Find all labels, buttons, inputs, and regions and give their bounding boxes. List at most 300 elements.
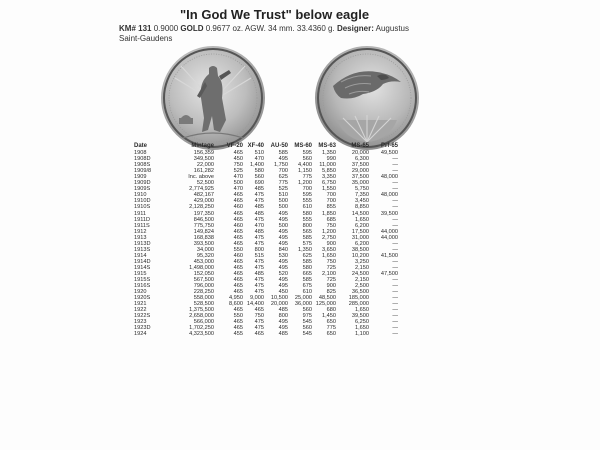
cell-vf20: 465: [233, 307, 243, 314]
cell-xf40: 470: [254, 222, 264, 229]
cell-ms63: 1,550: [322, 186, 336, 193]
cell-xf40: 475: [254, 283, 264, 290]
cell-xf40: 475: [254, 264, 264, 271]
cell-ms60: 1,350: [298, 246, 312, 253]
cell-vf20: 465: [233, 325, 243, 332]
cell-ms65: 1,100: [355, 331, 369, 338]
cell-ms60: 700: [302, 186, 312, 193]
cell-ms60: 25,000: [294, 295, 312, 302]
cell-xf40: 580: [254, 168, 264, 175]
cell-ms60: 585: [302, 234, 312, 241]
cell-ms60: 975: [302, 313, 312, 320]
cell-mintage: 349,500: [193, 156, 214, 163]
cell-ms65: 6,300: [355, 156, 369, 163]
cell-ms63: 750: [326, 258, 336, 265]
cell-prf65: —: [392, 307, 398, 314]
cell-vf20: 465: [233, 270, 243, 277]
cell-prf65: —: [392, 168, 398, 175]
cell-date: 1911: [134, 210, 147, 217]
cell-mintage: 95,320: [196, 252, 214, 259]
cell-date: 1923D: [134, 325, 151, 332]
cell-mintage: 1,702,250: [189, 325, 214, 332]
cell-au50: 625: [278, 174, 288, 181]
standing-liberty-coin-icon: [161, 46, 265, 150]
cell-ms60: 555: [302, 216, 312, 223]
cell-mintage: 393,500: [193, 240, 214, 247]
cell-au50: 10,500: [270, 295, 288, 302]
cell-date: 1908S: [134, 162, 151, 169]
cell-mintage: 52,500: [196, 180, 214, 187]
cell-xf40: 475: [254, 240, 264, 247]
cell-mintage: 156,359: [193, 150, 214, 157]
cell-xf40: 800: [254, 246, 264, 253]
cell-vf20: 465: [233, 228, 243, 235]
cell-xf40: 475: [254, 277, 264, 284]
cell-ms63: 11,000: [319, 162, 336, 169]
cell-mintage: 1,498,000: [189, 264, 214, 271]
cell-ms60: 560: [302, 307, 312, 314]
cell-xf40: 485: [254, 186, 264, 193]
cell-ms60: 675: [302, 283, 312, 290]
cell-prf65: —: [392, 162, 398, 169]
cell-xf40: 485: [254, 270, 264, 277]
cell-prf65: —: [392, 204, 398, 211]
flying-eagle-coin-icon: [315, 46, 419, 150]
cell-prf65: —: [392, 198, 398, 205]
cell-xf40: 475: [254, 319, 264, 326]
cell-ms65: 20,000: [351, 150, 369, 157]
cell-mintage: 482,167: [193, 192, 214, 199]
cell-ms65: 31,000: [351, 234, 369, 241]
cell-date: 1909S: [134, 186, 151, 193]
cell-date: 1909: [134, 174, 147, 181]
col-au50: AU-50: [270, 143, 288, 149]
cell-ms60: 665: [302, 270, 312, 277]
cell-mintage: 846,500: [193, 216, 214, 223]
cell-ms65: 185,000: [348, 295, 369, 302]
cell-ms63: 125,000: [315, 301, 336, 308]
cell-xf40: 475: [254, 234, 264, 241]
coin-description: [119, 24, 419, 44]
cell-au50: 495: [278, 277, 288, 284]
cell-vf20: 450: [233, 156, 243, 163]
cell-ms63: 1,850: [322, 210, 336, 217]
cell-xf40: 485: [254, 204, 264, 211]
cell-ms63: 900: [326, 283, 336, 290]
cell-ms63: 900: [326, 240, 336, 247]
col-date: Date: [134, 143, 148, 149]
cell-au50: 510: [278, 192, 288, 199]
cell-ms63: 685: [326, 216, 336, 223]
cell-ms63: 700: [326, 198, 336, 205]
cell-date: 1924: [134, 331, 147, 338]
cell-date: 1915: [134, 270, 147, 277]
cell-vf20: 465: [233, 283, 243, 290]
table-row: [134, 331, 398, 337]
cell-au50: 495: [278, 228, 288, 235]
cell-prf65: 48,000: [380, 174, 398, 181]
cell-xf40: 690: [254, 180, 264, 187]
cell-ms63: 750: [326, 222, 336, 229]
cell-vf20: 465: [233, 319, 243, 326]
cell-prf65: —: [392, 325, 398, 332]
cell-ms60: 575: [302, 240, 312, 247]
cell-ms60: 595: [302, 192, 312, 199]
cell-xf40: 485: [254, 228, 264, 235]
cell-prf65: —: [392, 186, 398, 193]
cell-prf65: —: [392, 264, 398, 271]
cell-ms65: 285,000: [348, 301, 369, 308]
cell-ms63: 1,200: [322, 228, 336, 235]
cell-xf40: 475: [254, 216, 264, 223]
cell-ms65: 38,500: [351, 246, 369, 253]
cell-ms65: 6,200: [355, 222, 369, 229]
cell-au50: 495: [278, 258, 288, 265]
cell-prf65: —: [392, 283, 398, 290]
cell-prf65: —: [392, 319, 398, 326]
cell-vf20: 465: [233, 264, 243, 271]
cell-au50: 500: [278, 204, 288, 211]
cell-ms60: 610: [302, 289, 312, 296]
cell-vf20: 465: [233, 240, 243, 247]
cell-vf20: 465: [233, 234, 243, 241]
cell-ms60: 775: [302, 174, 312, 181]
cell-prf65: 44,000: [380, 234, 398, 241]
cell-date: 1908: [134, 150, 147, 157]
cell-xf40: 485: [254, 210, 264, 217]
cell-vf20: 465: [233, 210, 243, 217]
cell-prf65: —: [392, 216, 398, 223]
page-title: "In God We Trust" below eagle: [180, 7, 370, 22]
cell-date: 1922S: [134, 313, 151, 320]
cell-ms63: 775: [326, 325, 336, 332]
col-ms60: MS-60: [294, 143, 312, 149]
cell-ms63: 1,450: [322, 313, 336, 320]
cell-ms65: 3,250: [355, 258, 369, 265]
cell-date: 1910D: [134, 198, 151, 205]
cell-mintage: 558,000: [193, 295, 214, 302]
cell-ms65: 1,650: [355, 216, 369, 223]
cell-mintage: 453,000: [193, 258, 214, 265]
cell-ms65: 37,500: [351, 162, 369, 169]
cell-date: 1910: [134, 192, 147, 199]
cell-mintage: 567,500: [193, 277, 214, 284]
cell-prf65: —: [392, 301, 398, 308]
cell-xf40: 560: [254, 174, 264, 181]
cell-xf40: 475: [254, 192, 264, 199]
mintage-price-table: [134, 143, 398, 338]
cell-ms60: 1,200: [298, 180, 312, 187]
cell-au50: 525: [278, 186, 288, 193]
table-body: [134, 150, 398, 337]
cell-ms65: 3,450: [355, 198, 369, 205]
cell-mintage: 4,323,500: [189, 331, 214, 338]
coin-specs: 0.9677 oz. AGW. 34 mm. 33.4360 g.: [205, 24, 335, 33]
cell-ms63: 825: [326, 289, 336, 296]
cell-date: 1909/8: [134, 168, 152, 175]
cell-ms63: 3,350: [322, 174, 336, 181]
cell-prf65: 41,500: [380, 252, 398, 259]
cell-xf40: 510: [254, 150, 264, 157]
cell-prf65: 49,500: [380, 150, 398, 157]
cell-date: 1913: [134, 234, 147, 241]
cell-prf65: —: [392, 295, 398, 302]
cell-prf65: 48,000: [380, 192, 398, 199]
cell-mintage: 161,282: [193, 168, 214, 175]
cell-ms63: 725: [326, 264, 336, 271]
cell-date: 1909D: [134, 180, 151, 187]
col-mintage: Mintage: [191, 143, 214, 149]
catalog-ref: KM# 131: [119, 24, 152, 33]
cell-ms60: 585: [302, 258, 312, 265]
cell-prf65: —: [392, 289, 398, 296]
cell-xf40: 9,000: [250, 295, 264, 302]
cell-xf40: 515: [254, 252, 264, 259]
obverse-coin-drawing: [161, 46, 265, 150]
cell-au50: 700: [278, 168, 288, 175]
cell-prf65: 39,500: [380, 210, 398, 217]
cell-ms60: 555: [302, 198, 312, 205]
cell-date: 1911S: [134, 222, 150, 229]
cell-mintage: 228,250: [193, 289, 214, 296]
cell-vf20: 470: [233, 174, 243, 181]
cell-ms63: 680: [326, 307, 336, 314]
cell-au50: 495: [278, 210, 288, 217]
col-xf40: XF-40: [247, 143, 264, 149]
cell-prf65: —: [392, 246, 398, 253]
cell-au50: 495: [278, 264, 288, 271]
cell-date: 1923: [134, 319, 147, 326]
cell-vf20: 460: [233, 252, 243, 259]
cell-xf40: 475: [254, 289, 264, 296]
designer-name: Augustus Saint-Gaudens: [119, 24, 409, 43]
cell-date: 1913D: [134, 240, 151, 247]
cell-au50: 520: [278, 270, 288, 277]
reverse-coin-drawing: [315, 46, 419, 150]
cell-vf20: 465: [233, 216, 243, 223]
cell-ms60: 580: [302, 210, 312, 217]
cell-date: 1914: [134, 252, 147, 259]
cell-vf20: 465: [233, 192, 243, 199]
cell-ms65: 39,500: [351, 313, 369, 320]
col-ms65: MS-65: [351, 143, 369, 149]
cell-ms63: 725: [326, 277, 336, 284]
cell-au50: 775: [278, 180, 288, 187]
cell-ms63: 5,850: [322, 168, 336, 175]
cell-vf20: 4,950: [229, 295, 243, 302]
cell-mintage: 149,824: [193, 228, 214, 235]
cell-mintage: 22,000: [196, 162, 214, 169]
cell-vf20: 460: [233, 222, 243, 229]
cell-ms65: 7,350: [355, 192, 369, 199]
cell-vf20: 500: [233, 180, 243, 187]
col-ms63: MS-63: [318, 143, 336, 149]
cell-ms65: 29,000: [351, 168, 369, 175]
cell-vf20: 465: [233, 150, 243, 157]
fineness: 0.9000: [153, 24, 179, 33]
cell-prf65: —: [392, 240, 398, 247]
cell-prf65: —: [392, 156, 398, 163]
cell-ms63: 700: [326, 192, 336, 199]
cell-xf40: 750: [254, 313, 264, 320]
cell-mintage: 2,774,925: [189, 186, 214, 193]
cell-vf20: 460: [233, 204, 243, 211]
cell-xf40: 14,400: [246, 301, 264, 308]
table-header-row: [134, 143, 398, 150]
cell-xf40: 465: [254, 307, 264, 314]
cell-au50: 1,750: [274, 162, 288, 169]
cell-xf40: 475: [254, 325, 264, 332]
cell-ms60: 800: [302, 222, 312, 229]
cell-au50: 485: [278, 331, 288, 338]
cell-xf40: 470: [254, 156, 264, 163]
cell-ms63: 2,750: [322, 234, 336, 241]
cell-mintage: Inc. above: [188, 174, 214, 181]
cell-date: 1915S: [134, 277, 151, 284]
cell-mintage: 152,050: [193, 270, 214, 277]
cell-au50: 585: [278, 150, 288, 157]
cell-date: 1910S: [134, 204, 151, 211]
cell-ms60: 580: [302, 264, 312, 271]
cell-ms63: 855: [326, 204, 336, 211]
cell-au50: 495: [278, 240, 288, 247]
cell-mintage: 197,350: [193, 210, 214, 217]
cell-ms60: 585: [302, 277, 312, 284]
cell-mintage: 2,128,250: [189, 204, 214, 211]
cell-au50: 500: [278, 198, 288, 205]
cell-vf20: 465: [233, 277, 243, 284]
cell-ms60: 4,400: [298, 162, 312, 169]
cell-ms63: 3,650: [322, 246, 336, 253]
cell-xf40: 475: [254, 258, 264, 265]
cell-ms63: 2,100: [322, 270, 336, 277]
cell-ms60: 610: [302, 204, 312, 211]
cell-prf65: —: [392, 222, 398, 229]
cell-prf65: —: [392, 331, 398, 338]
cell-mintage: 566,000: [193, 319, 214, 326]
cell-ms60: 545: [302, 319, 312, 326]
cell-ms65: 17,500: [351, 228, 369, 235]
cell-ms63: 48,500: [318, 295, 336, 302]
cell-ms65: 37,500: [351, 174, 369, 181]
cell-ms60: 36,000: [294, 301, 312, 308]
cell-ms63: 6,750: [322, 180, 336, 187]
cell-au50: 495: [278, 156, 288, 163]
cell-prf65: —: [392, 258, 398, 265]
cell-ms65: 14,500: [351, 210, 369, 217]
col-vf20: VF-20: [226, 143, 243, 149]
cell-prf65: —: [392, 313, 398, 320]
cell-vf20: 465: [233, 258, 243, 265]
cell-ms65: 8,850: [355, 204, 369, 211]
cell-vf20: 465: [233, 289, 243, 296]
cell-vf20: 525: [233, 168, 243, 175]
cell-date: 1911D: [134, 216, 151, 223]
cell-prf65: —: [392, 277, 398, 284]
cell-ms65: 2,150: [355, 277, 369, 284]
cell-mintage: 775,750: [193, 222, 214, 229]
cell-ms65: 35,000: [351, 180, 369, 187]
col-prf65: Prf-65: [380, 143, 398, 149]
cell-ms60: 1,150: [298, 168, 312, 175]
cell-ms65: 2,150: [355, 264, 369, 271]
cell-ms65: 10,200: [351, 252, 369, 259]
cell-prf65: —: [392, 180, 398, 187]
cell-xf40: 475: [254, 198, 264, 205]
cell-date: 1914D: [134, 258, 151, 265]
cell-ms60: 560: [302, 156, 312, 163]
cell-au50: 495: [278, 234, 288, 241]
cell-au50: 485: [278, 307, 288, 314]
cell-mintage: 528,500: [193, 301, 214, 308]
cell-mintage: 34,000: [196, 246, 214, 253]
cell-date: 1914S: [134, 264, 151, 271]
cell-vf20: 750: [233, 162, 243, 169]
cell-ms65: 5,750: [355, 186, 369, 193]
cell-vf20: 470: [233, 186, 243, 193]
cell-au50: 450: [278, 289, 288, 296]
cell-date: 1920S: [134, 295, 151, 302]
cell-vf20: 465: [233, 198, 243, 205]
cell-ms65: 24,500: [351, 270, 369, 277]
cell-prf65: 44,000: [380, 228, 398, 235]
cell-vf20: 8,600: [229, 301, 243, 308]
cell-au50: 840: [278, 246, 288, 253]
cell-au50: 495: [278, 216, 288, 223]
cell-xf40: 1,400: [250, 162, 264, 169]
metal: GOLD: [180, 24, 204, 33]
cell-prf65: 47,500: [380, 270, 398, 277]
cell-mintage: 796,000: [193, 283, 214, 290]
cell-ms63: 650: [326, 331, 336, 338]
cell-date: 1921: [134, 301, 147, 308]
cell-date: 1908D: [134, 156, 151, 163]
cell-au50: 500: [278, 222, 288, 229]
designer-label: Designer:: [336, 24, 374, 33]
cell-ms60: 565: [302, 228, 312, 235]
cell-mintage: 1,375,500: [189, 307, 214, 314]
cell-vf20: 550: [233, 246, 243, 253]
cell-mintage: 2,658,000: [189, 313, 214, 320]
cell-ms65: 2,500: [355, 283, 369, 290]
cell-ms63: 650: [326, 319, 336, 326]
cell-au50: 495: [278, 283, 288, 290]
cell-ms63: 1,350: [322, 150, 336, 157]
cell-date: 1913S: [134, 246, 151, 253]
cell-date: 1920: [134, 289, 147, 296]
cell-ms63: 1,650: [322, 252, 336, 259]
cell-ms65: 1,650: [355, 307, 369, 314]
cell-ms65: 36,500: [351, 289, 369, 296]
cell-date: 1912: [134, 228, 147, 235]
cell-xf40: 465: [254, 331, 264, 338]
cell-au50: 495: [278, 319, 288, 326]
cell-vf20: 455: [233, 331, 243, 338]
cell-ms65: 6,200: [355, 240, 369, 247]
cell-mintage: 168,838: [193, 234, 214, 241]
cell-ms63: 990: [326, 156, 336, 163]
cell-ms65: 6,250: [355, 319, 369, 326]
cell-ms60: 560: [302, 325, 312, 332]
cell-ms65: 1,650: [355, 325, 369, 332]
cell-au50: 530: [278, 252, 288, 259]
cell-date: 1922: [134, 307, 147, 314]
cell-ms60: 595: [302, 150, 312, 157]
cell-ms60: 625: [302, 252, 312, 259]
cell-au50: 20,000: [270, 301, 288, 308]
cell-au50: 800: [278, 313, 288, 320]
cell-mintage: 429,000: [193, 198, 214, 205]
